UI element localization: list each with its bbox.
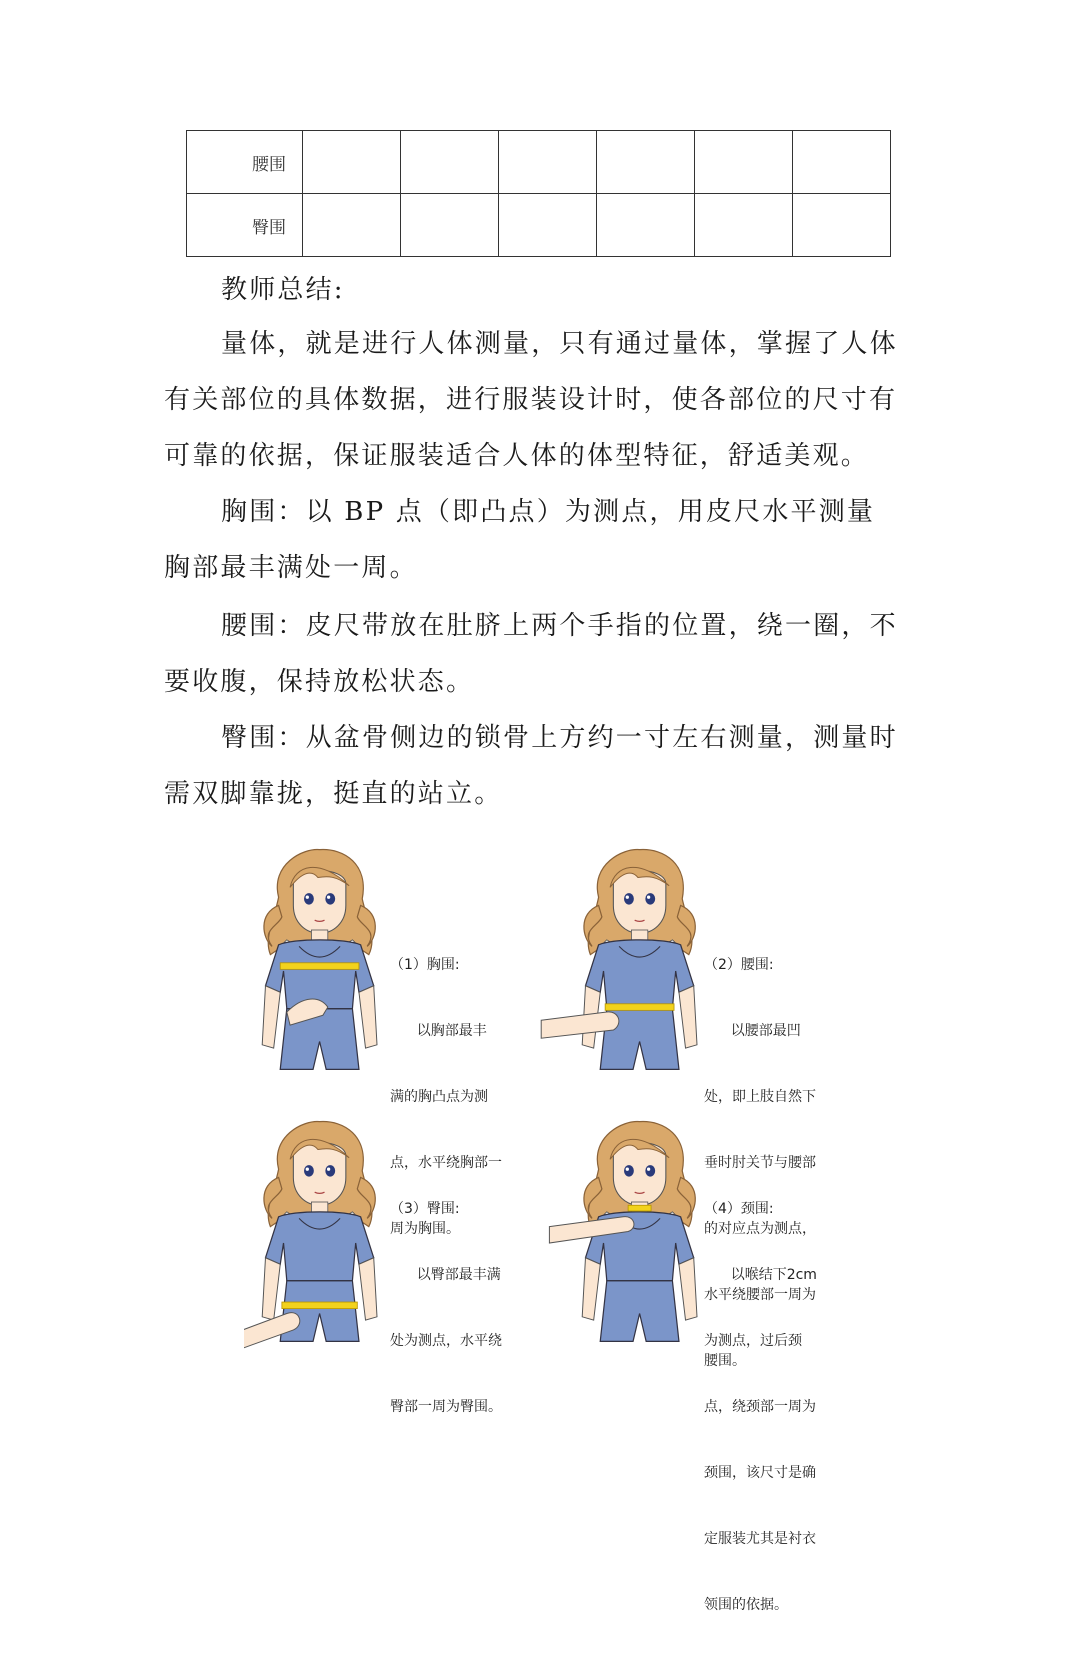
- table-cell: [695, 194, 793, 257]
- table-row: [187, 131, 891, 194]
- table-cell: [597, 131, 695, 194]
- hip-paragraph-line: 臀围：从盆骨侧边的锁骨上方约一寸左右测量，测量时: [221, 723, 898, 753]
- neck-figure: [549, 1122, 697, 1342]
- hip-caption: [390, 1154, 502, 1462]
- intro-line: 量体，就是进行人体测量，只有通过量体，掌握了人体: [221, 329, 898, 359]
- summary-heading: 教师总结:: [221, 275, 345, 305]
- caption-line: 满的胸凸点为测: [390, 1089, 488, 1105]
- waist-figure: [541, 850, 697, 1070]
- neck-caption: [704, 1154, 817, 1660]
- caption-line: 定服装尤其是衬衣: [704, 1531, 816, 1547]
- chest-figure: [262, 850, 377, 1070]
- caption-title: （1）胸围:: [390, 957, 460, 973]
- table-row: [187, 194, 891, 257]
- caption-line: 以腰部最凹: [704, 1023, 801, 1039]
- table-cell: [499, 131, 597, 194]
- table-cell: [401, 131, 499, 194]
- chest-paragraph-line: 胸部最丰满处一周。: [164, 553, 418, 583]
- caption-line: 处，即上肢自然下: [704, 1089, 816, 1105]
- table-cell: [793, 194, 891, 257]
- chest-paragraph-line: 胸围：以 BP 点（即凸点）为测点，用皮尺水平测量: [221, 497, 876, 527]
- measurement-illustration: [244, 848, 864, 1613]
- waist-paragraph-line: 要收腹，保持放松状态。: [164, 667, 475, 697]
- caption-title: （2）腰围:: [704, 957, 774, 973]
- caption-line: 水平绕腰部一周为: [704, 1287, 816, 1303]
- caption-line: 以臀部最丰满: [390, 1267, 501, 1283]
- caption-line: 点，水平绕胸部一: [390, 1155, 502, 1171]
- caption-line: 的对应点为测点，: [704, 1221, 816, 1237]
- intro-line: 可靠的依据，保证服装适合人体的体型特征，舒适美观。: [164, 441, 870, 471]
- caption-title: （3）臀围:: [390, 1201, 460, 1217]
- row-label-waist: 腰围: [187, 131, 303, 194]
- row-label-hip: 臀围: [187, 194, 303, 257]
- caption-line: 腰围。: [704, 1353, 746, 1369]
- caption-line: 处为测点，水平绕: [390, 1333, 502, 1349]
- caption-line: 颈围，该尺寸是确: [704, 1465, 816, 1481]
- caption-line: 垂时肘关节与腰部: [704, 1155, 816, 1171]
- caption-line: 臀部一周为臀围。: [390, 1399, 502, 1415]
- measurement-table: [186, 130, 891, 257]
- table-cell: [499, 194, 597, 257]
- waist-paragraph-line: 腰围：皮尺带放在肚脐上两个手指的位置，绕一圈，不: [221, 611, 898, 641]
- caption-line: 为测点，过后颈: [704, 1333, 802, 1349]
- caption-line: 以喉结下2cm: [704, 1267, 817, 1283]
- table-cell: [303, 194, 401, 257]
- caption-title: （4）颈围:: [704, 1201, 774, 1217]
- table-cell: [303, 131, 401, 194]
- table-cell: [695, 131, 793, 194]
- caption-line: 点，绕颈部一周为: [704, 1399, 816, 1415]
- hip-figure: [244, 1122, 377, 1352]
- caption-line: 以胸部最丰: [390, 1023, 487, 1039]
- intro-line: 有关部位的具体数据，进行服装设计时，使各部位的尺寸有: [164, 385, 898, 415]
- table-cell: [793, 131, 891, 194]
- hip-paragraph-line: 需双脚靠拢，挺直的站立。: [164, 779, 503, 809]
- table-cell: [401, 194, 499, 257]
- caption-line: 周为胸围。: [390, 1221, 460, 1237]
- table-cell: [597, 194, 695, 257]
- caption-line: 领围的依据。: [704, 1597, 788, 1613]
